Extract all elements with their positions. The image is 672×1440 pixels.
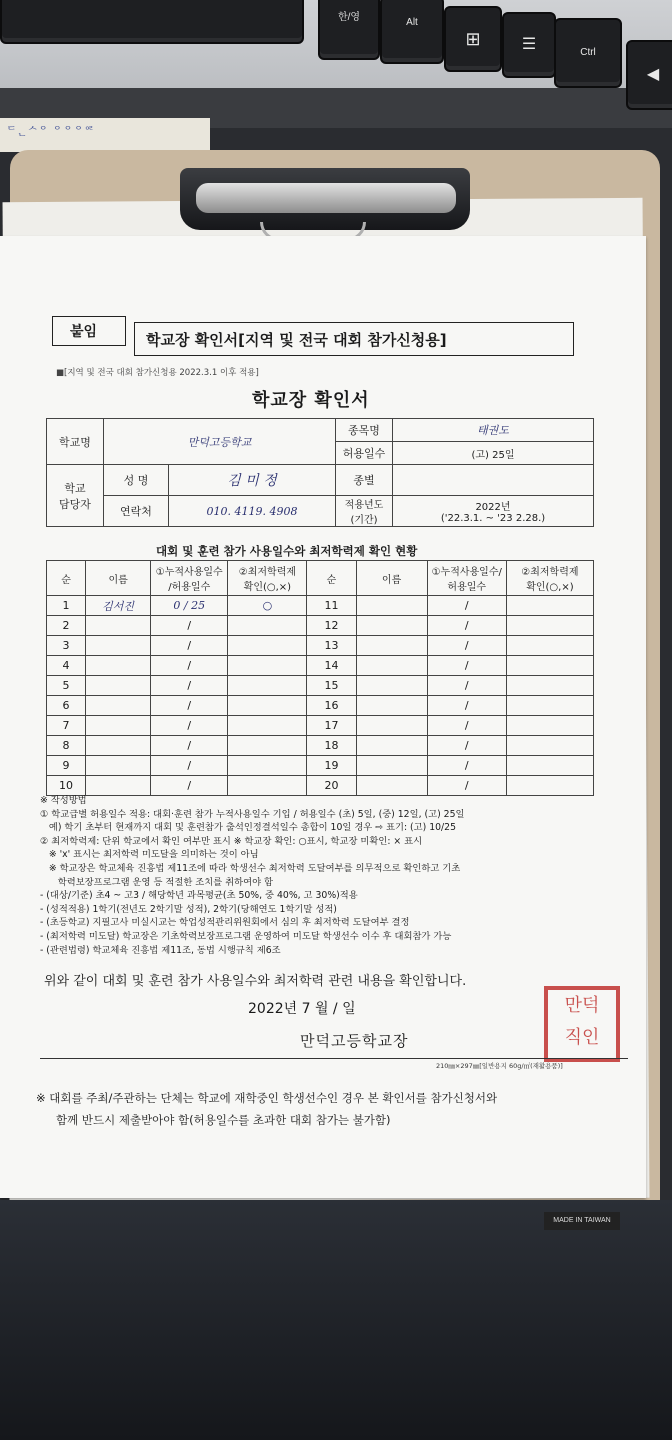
table-row — [47, 596, 594, 616]
instruction-line: - (성적적용) 1학기(전년도 2학기말 성적), 2학기(당해연도 1학기말 성적) — [40, 903, 337, 915]
col-used-right-line2: 허용일수 — [447, 582, 487, 593]
type-value — [393, 465, 594, 496]
instruction-line: - (초등학교) 지필고사 미실시교는 학업성적관리위원회에서 심의 후 최저학력 도달여부 결정 — [40, 917, 410, 929]
document-title: 학교장 확인서 — [252, 390, 370, 411]
row-no: 1 — [47, 596, 86, 616]
manager-label-line2: 담당자 — [59, 497, 91, 511]
col-check-line2: 확인(○,×) — [243, 582, 292, 593]
row-name-right — [356, 776, 427, 796]
row-name: 김서진 — [86, 596, 151, 616]
footer-line2: 함께 반드시 제출받아야 함(허용일수를 초과한 대회 참가는 불가함) — [56, 1113, 391, 1127]
col-check-right-line2: 확인(○,×) — [526, 582, 574, 593]
school-label: 학교명 — [47, 419, 104, 465]
year-value-line2: ('22.3.1. ~ '23 2.28.) — [440, 513, 546, 524]
row-no: 5 — [47, 676, 86, 696]
row-name — [86, 656, 151, 676]
table-row — [47, 616, 594, 636]
row-name — [86, 676, 151, 696]
col-check-right — [506, 561, 593, 596]
seal-line1: 만덕 — [564, 995, 600, 1016]
row-check-right — [506, 776, 593, 796]
event-label: 종목명 — [336, 419, 393, 442]
col-check-line1: ②최저학력제 — [238, 567, 297, 578]
divider-line — [40, 1058, 628, 1059]
contact-label: 연락처 — [104, 496, 169, 527]
table-row — [47, 716, 594, 736]
footer-line1: ※ 대회를 주최/주관하는 단체는 학교에 재학중인 학생선수인 경우 본 확인서를 참가신청서와 — [36, 1091, 498, 1105]
row-no-right: 13 — [307, 636, 356, 656]
type-label: 종별 — [336, 465, 393, 496]
seal-line2: 직인 — [564, 1027, 600, 1048]
manager-label — [47, 465, 104, 527]
confirmation-text: 위와 같이 대회 및 훈련 참가 사용일수와 최저학력 관련 내용을 확인합니다. — [44, 974, 467, 989]
row-used: / — [151, 656, 228, 676]
row-check-right — [506, 616, 593, 636]
principal-line: 만덕고등학교장 — [300, 1032, 409, 1050]
row-no: 9 — [47, 756, 86, 776]
row-check — [228, 776, 307, 796]
name-value-text: 김 미 정 — [227, 473, 277, 489]
year-value — [393, 496, 594, 527]
instruction-line: - (관련법령) 학교체육 진흥법 제11조, 동법 시행규칙 제6조 — [40, 944, 281, 956]
row-check — [228, 756, 307, 776]
row-name-right — [356, 736, 427, 756]
name-label: 성 명 — [104, 465, 169, 496]
row-used-right: / — [427, 736, 506, 756]
year-label-line2: (기간) — [350, 515, 378, 526]
row-check — [228, 696, 307, 716]
contact-value-text: 010. 4119. 4908 — [206, 504, 298, 518]
instruction-line: - (대상/기준) 초4 ~ 고3 / 해당학년 과목평균(초 50%, 중 40%, 고 30%)적용 — [40, 890, 358, 902]
row-name — [86, 736, 151, 756]
col-no-right: 순 — [307, 561, 356, 596]
instruction-line: ※ 작성방법 — [40, 795, 87, 806]
row-no: 3 — [47, 636, 86, 656]
row-check-right — [506, 656, 593, 676]
row-used: / — [151, 736, 228, 756]
row-no-right: 11 — [307, 596, 356, 616]
writing-instructions — [40, 794, 620, 957]
row-check — [228, 616, 307, 636]
date-line: 2022년 7 월 / 일 — [248, 1001, 356, 1017]
row-no: 6 — [47, 696, 86, 716]
row-used-right: / — [427, 756, 506, 776]
row-used: / — [151, 616, 228, 636]
row-used-right: / — [427, 716, 506, 736]
col-used-line1: ①누적사용일수 — [155, 567, 223, 578]
row-no-right: 17 — [307, 716, 356, 736]
row-name — [86, 756, 151, 776]
desk-surface — [0, 1200, 672, 1440]
row-used: / — [151, 716, 228, 736]
row-name — [86, 616, 151, 636]
applicability-note: ■[지역 및 전국 대회 참가신청용 2022.3.1 이후 적용] — [56, 368, 259, 378]
row-name-right — [356, 716, 427, 736]
row-used-right: / — [427, 776, 506, 796]
key-windows[interactable]: ⊞ — [444, 6, 502, 72]
row-used-right: / — [427, 596, 506, 616]
school-name — [104, 419, 336, 465]
info-table — [46, 418, 594, 527]
row-name-right — [356, 616, 427, 636]
row-name — [86, 696, 151, 716]
row-used-right: / — [427, 616, 506, 636]
manager-label-line1: 학교 — [64, 481, 86, 495]
table-row — [47, 776, 594, 796]
col-no: 순 — [47, 561, 86, 596]
table-row — [47, 636, 594, 656]
key-hanyoung[interactable]: 한/영 — [318, 0, 380, 60]
row-used: / — [151, 756, 228, 776]
participation-table — [46, 560, 594, 796]
instruction-line: ※ 'x' 표시는 최저학력 미도달을 의미하는 것이 아님 — [40, 849, 259, 861]
row-check-right — [506, 636, 593, 656]
col-used-line2: /허용일수 — [168, 582, 211, 593]
row-name-right — [356, 696, 427, 716]
year-value-line1: 2022년 — [475, 502, 511, 513]
key-ctrl[interactable]: Ctrl — [554, 18, 622, 88]
row-name — [86, 636, 151, 656]
row-no-right: 14 — [307, 656, 356, 676]
instruction-line: ① 학교급별 허용일수 적용: 대회·훈련 참가 누적사용일수 기입 / 허용일수 (초) 5일, (중) 12일, (고) 25일 — [40, 808, 465, 820]
row-no: 2 — [47, 616, 86, 636]
row-check-right — [506, 676, 593, 696]
row-used: / — [151, 676, 228, 696]
row-used-right: / — [427, 676, 506, 696]
col-used-right-line1: ①누적사용일수/ — [431, 567, 502, 578]
row-used-right: / — [427, 636, 506, 656]
row-no-right: 15 — [307, 676, 356, 696]
year-label — [336, 496, 393, 527]
row-used-right: / — [427, 696, 506, 716]
table-row — [47, 676, 594, 696]
school-name-value: 만덕고등학교 — [187, 435, 252, 449]
col-name-right: 이름 — [356, 561, 427, 596]
row-no-right: 16 — [307, 696, 356, 716]
handwritten-note: ᄃᆫᄉᄋ ᄋᄋᄋᄋᄅ — [0, 118, 210, 152]
instruction-line: - (최저학력 미도달) 학교장은 기초학력보장프로그램 운영하여 미도달 학생선수 이수 후 대회참가 가능 — [40, 930, 452, 942]
row-check — [228, 716, 307, 736]
row-no-right: 12 — [307, 616, 356, 636]
key-arrow-left[interactable]: ◀ — [626, 40, 672, 110]
year-label-line1: 적용년도 — [344, 500, 384, 511]
col-check — [228, 561, 307, 596]
table-title: 대회 및 훈련 참가 사용일수와 최저학력제 확인 현황 — [156, 544, 418, 558]
instruction-line: 학력보장프로그램 운영 등 적절한 조치를 취하여야 함 — [40, 876, 274, 888]
row-no-right: 18 — [307, 736, 356, 756]
row-name-right — [356, 596, 427, 616]
row-no: 7 — [47, 716, 86, 736]
row-check-right — [506, 736, 593, 756]
row-used: 0 / 25 — [151, 596, 228, 616]
instruction-line: ※ 학교장은 학교체육 진흥법 제11조에 따라 학생선수 최저학력 도달여부를 의무적으로 확인하고 기초 — [40, 862, 461, 874]
row-check — [228, 656, 307, 676]
table-row — [47, 656, 594, 676]
row-name — [86, 776, 151, 796]
made-in-label: MADE IN TAIWAN — [544, 1212, 620, 1230]
row-check-right — [506, 756, 593, 776]
event-value-text: 태권도 — [477, 424, 509, 437]
header-title: 학교장 확인서[지역 및 전국 대회 참가신청용] — [146, 331, 447, 349]
key-alt[interactable]: Alt — [380, 0, 444, 64]
attachment-tag: 붙임 — [70, 324, 98, 340]
allow-value: (고) 25일 — [393, 442, 594, 465]
row-used-right: / — [427, 656, 506, 676]
paper-spec: 210㎜×297㎜[일반용지 60g/㎡(재활용품)] — [436, 1062, 563, 1070]
event-value — [393, 419, 594, 442]
row-used: / — [151, 636, 228, 656]
row-no: 10 — [47, 776, 86, 796]
row-no-right: 19 — [307, 756, 356, 776]
row-name-right — [356, 676, 427, 696]
row-check-right — [506, 696, 593, 716]
key-space[interactable] — [0, 0, 304, 44]
col-check-right-line1: ②최저학력제 — [521, 567, 579, 578]
row-no: 4 — [47, 656, 86, 676]
instruction-line: ② 최저학력제: 단위 학교에서 확인 여부만 표시 ※ 학교장 확인: ○표시, 학교장 미확인: × 표시 — [40, 835, 423, 847]
row-name-right — [356, 756, 427, 776]
col-used-right — [427, 561, 506, 596]
row-no: 8 — [47, 736, 86, 756]
row-check — [228, 676, 307, 696]
row-no-right: 20 — [307, 776, 356, 796]
table-row — [47, 736, 594, 756]
col-name: 이름 — [86, 561, 151, 596]
row-check: ○ — [228, 596, 307, 616]
row-check — [228, 736, 307, 756]
instruction-line: 예) 학기 초부터 현재까지 대회 및 훈련참가 출석인정결석일수 총합이 10일 경우 ⇨ 표기: (고) 10/25 — [40, 822, 457, 834]
row-used: / — [151, 696, 228, 716]
row-name-right — [356, 636, 427, 656]
row-name — [86, 716, 151, 736]
key-menu[interactable]: ☰ — [502, 12, 556, 78]
col-used — [151, 561, 228, 596]
row-check-right — [506, 596, 593, 616]
table-row — [47, 696, 594, 716]
allow-label: 허용일수 — [336, 442, 393, 465]
table-row — [47, 756, 594, 776]
row-check-right — [506, 716, 593, 736]
contact-value — [169, 496, 336, 527]
row-check — [228, 636, 307, 656]
name-value — [169, 465, 336, 496]
row-name-right — [356, 656, 427, 676]
official-seal — [544, 986, 620, 1062]
row-used: / — [151, 776, 228, 796]
clip-lever — [196, 183, 456, 213]
